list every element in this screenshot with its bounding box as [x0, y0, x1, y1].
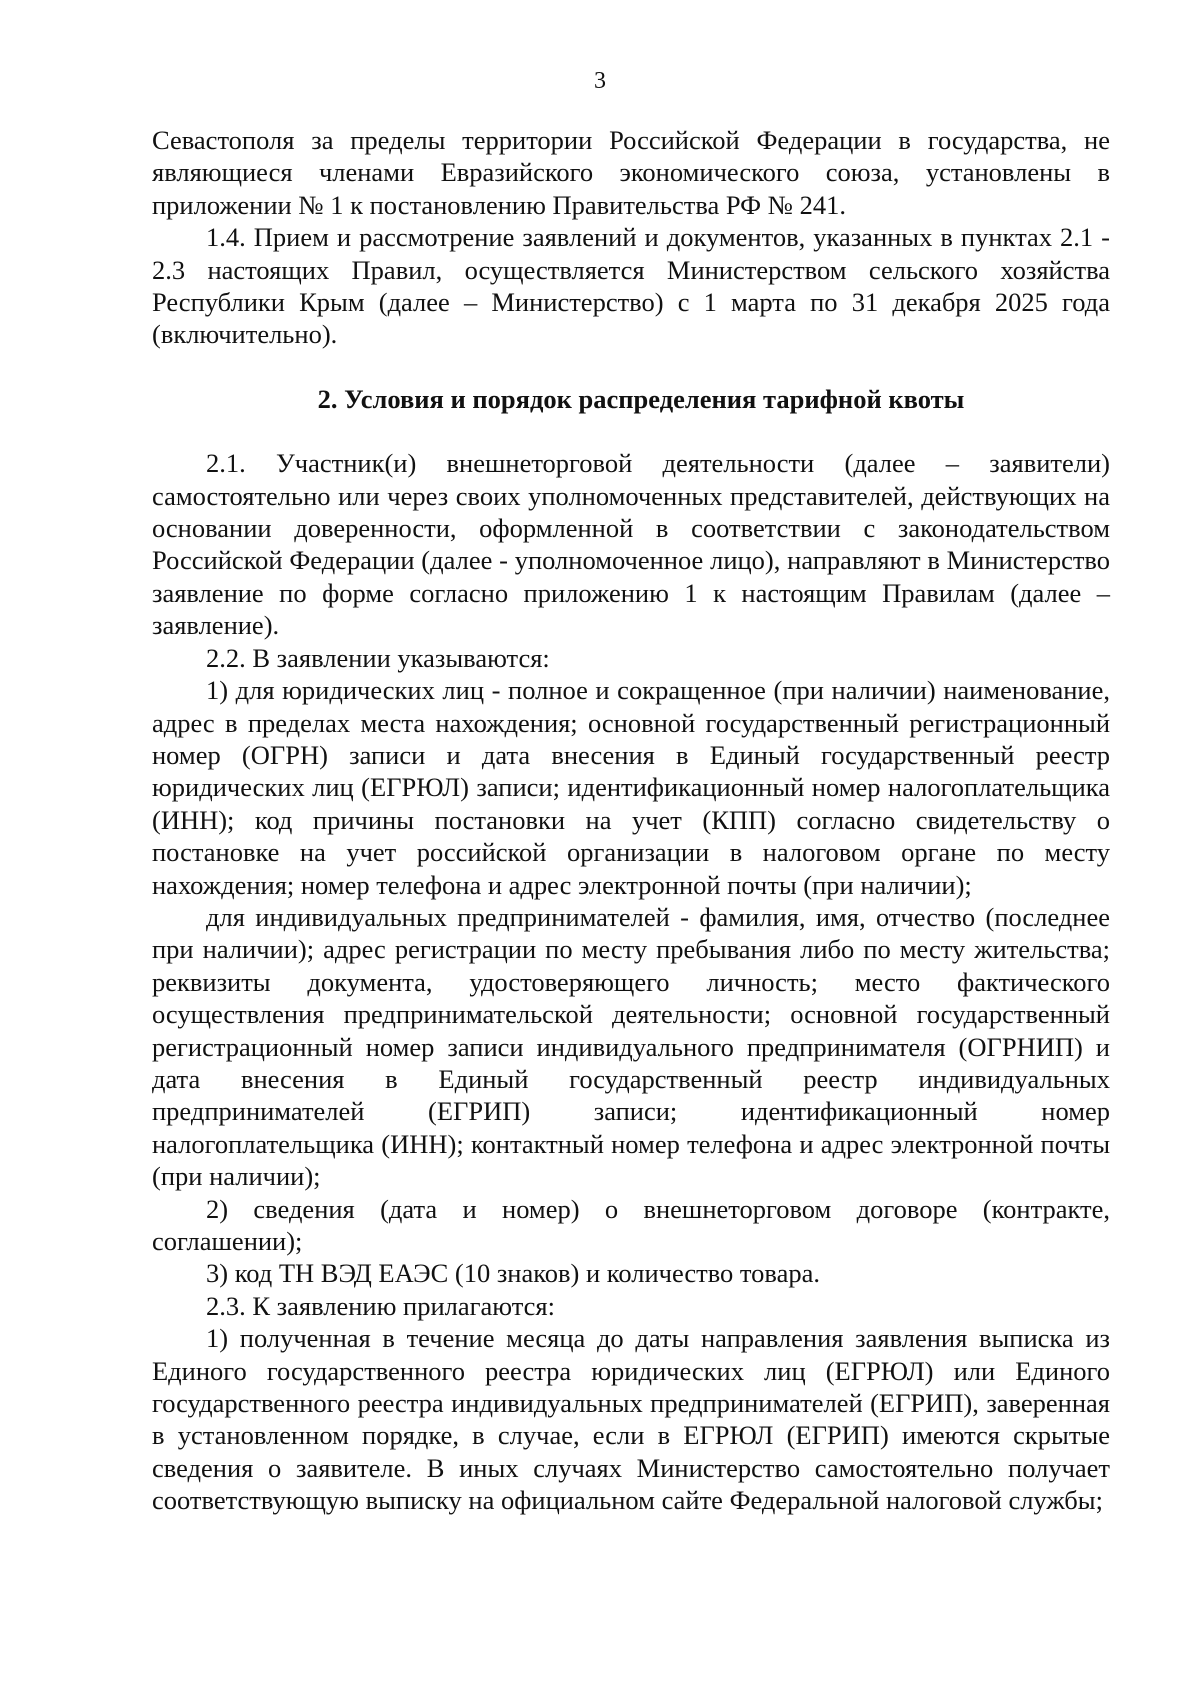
document-body — [152, 124, 1110, 1517]
paragraph-1-4: 1.4. Прием и рассмотрение заявлений и документов, указанных в пунктах 2.1 - 2.3 настоящих Правил, осуществляется Министерством сельского хозяйства Республики Крым (далее – Министерство) с 1 марта по 31 декабря 2025 года (включительно). — [152, 222, 1110, 350]
paragraph-2-2: 2.2. В заявлении указываются: — [206, 642, 550, 673]
paragraph-2-2-item-2: 2) сведения (дата и номер) о внешнеторговом договоре (контракте, соглашении); — [152, 1193, 1110, 1256]
paragraph-2-2-item-1-legal-entities: 1) для юридических лиц - полное и сокращенное (при наличии) наименование, адрес в пределах места нахождения; основной государственный регистрационный номер (ОГРН) записи и дата внесения в Единый государственный реестр юридических лиц (ЕГРЮЛ) записи; идентификационный номер налогоплательщика (ИНН); код причины постановки на учет (КПП) согласно свидетельству о постановке на учет российской организации в налоговом органе по месту нахождения; номер телефона и адрес электронной почты (при наличии); — [152, 675, 1110, 900]
paragraph-continuation: Севастополя за пределы территории Российской Федерации в государства, не являющиеся членами Евразийского экономического союза, установлены в приложении № 1 к постановлению Правительства РФ № 241. — [152, 125, 1110, 220]
paragraph-2-2-item-1-entrepreneurs: для индивидуальных предпринимателей - фамилия, имя, отчество (последнее при наличии); адрес регистрации по месту пребывания либо по месту жительства; реквизиты документа, удостоверяющего личность; место фактического осуществления предпринимательской деятельности; основной государственный регистрационный номер записи индивидуального предпринимателя (ОГРНИП) и дата внесения в Единый государственный реестр индивидуальных предпринимателей (ЕГРИП) записи; идентификационный номер налогоплательщика (ИНН); контактный номер телефона и адрес электронной почты (при наличии); — [152, 901, 1110, 1192]
paragraph-2-2-item-3: 3) код ТН ВЭД ЕАЭС (10 знаков) и количество товара. — [206, 1258, 820, 1289]
section-heading: 2. Условия и порядок распределения тарифной квоты — [317, 383, 965, 414]
paragraph-2-3-item-1: 1) полученная в течение месяца до даты направления заявления выписка из Единого государственного реестра юридических лиц (ЕГРЮЛ) или Единого государственного реестра индивидуальных предпринимателей (ЕГРИП), заверенная в установленном порядке, в случае, если в ЕГРЮЛ (ЕГРИП) имеются скрытые сведения о заявителе. В иных случаях Министерство самостоятельно получает соответствующую выписку на официальном сайте Федеральной налоговой службы; — [152, 1323, 1110, 1516]
paragraph-2-1: 2.1. Участник(и) внешнеторговой деятельности (далее – заявители) самостоятельно или через своих уполномоченных представителей, действующих на основании доверенности, оформленной в соответствии с законодательством Российской Федерации (далее - уполномоченное лицо), направляют в Министерство заявление по форме согласно приложению 1 к настоящим Правилам (далее – заявление). — [152, 448, 1110, 641]
paragraph-2-3: 2.3. К заявлению прилагаются: — [206, 1290, 555, 1321]
page-number: 3 — [594, 68, 606, 94]
